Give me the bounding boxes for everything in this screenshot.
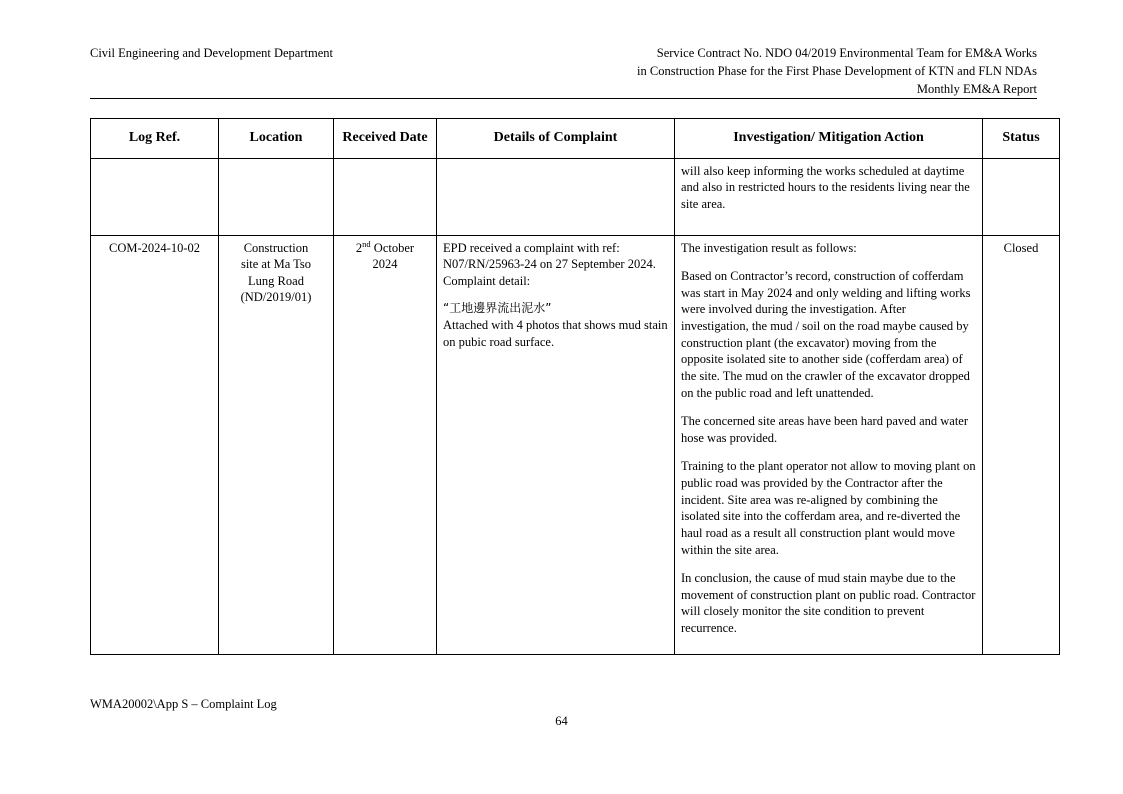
complaint-log-table-wrapper [90, 118, 1040, 655]
received-date-month: October [370, 240, 415, 255]
cell-status: Closed [983, 235, 1060, 654]
investigation-paragraph-3: The concerned site areas have been hard paved and water hose was provided. [681, 414, 968, 445]
column-header-location: Location [219, 119, 334, 159]
header-contract-info [637, 44, 1037, 98]
cell-received-date [334, 158, 437, 235]
location-line-2: site at Ma Tso [240, 257, 312, 272]
cell-log-ref [91, 158, 219, 235]
received-date-ordinal: nd [362, 238, 371, 249]
footer-page-number: 64 [555, 714, 568, 728]
header-divider [90, 98, 1037, 99]
footer-document-reference: WMA20002\App S – Complaint Log [90, 697, 277, 711]
table-header-row [91, 119, 1060, 159]
header-department: Civil Engineering and Development Department [90, 46, 333, 60]
header-contract-line-1: Service Contract No. NDO 04/2019 Environmental Team for EM&A Works [656, 46, 1037, 60]
investigation-paragraph-5: In conclusion, the cause of mud stain maybe due to the movement of construction plant on public road. Contractor will closely monitor the site condition to prevent recurrence. [681, 571, 976, 636]
investigation-paragraph-2: Based on Contractor’s record, construction of cofferdam was start in May 2024 and only welding and lifting works were involved during the investigation. After investigation, the mud / soil on the road maybe caused by construction plant (the excavator) moving from the opposite isolated site to another side (cofferdam area) of the site. The mud on the crawler of the excavator dropped on the public road and left unattended. [681, 269, 971, 400]
column-header-received-date: Received Date [334, 119, 437, 159]
cell-investigation [675, 235, 983, 654]
cell-details [437, 235, 675, 654]
details-paragraph-1: EPD received a complaint with ref: N07/RN/25963-24 on 27 September 2024. Complaint detail: [443, 240, 656, 288]
received-date-day: 2 [355, 240, 363, 255]
investigation-paragraph-1: The investigation result as follows: [681, 240, 857, 255]
cell-status [983, 158, 1060, 235]
cell-received-date [334, 235, 437, 654]
header-report-title: Monthly EM&A Report [916, 82, 1037, 97]
column-header-details: Details of Complaint [437, 119, 675, 159]
location-line-4: (ND/2019/01) [240, 290, 312, 305]
location-line-1: Construction [243, 240, 309, 255]
cell-location [219, 158, 334, 235]
investigation-continuation-text: will also keep informing the works scheduled at daytime and also in restricted hours to the residents living near the site area. [681, 163, 970, 211]
complaint-log-table [90, 118, 1060, 655]
table-row [91, 235, 1060, 654]
investigation-paragraph-4: Training to the plant operator not allow to moving plant on public road was provided by the Contractor after the incident. Site area was re-aligned by combining the isolated site into the cofferdam area, and re-diverted the haul road as a result all construction plant would move within the site area. [681, 459, 976, 557]
cell-location [219, 235, 334, 654]
received-date-year: 2024 [372, 257, 398, 272]
details-quote-chinese: “工地邊界流出泥水” [443, 301, 552, 316]
location-line-3: Lung Road [248, 273, 304, 288]
cell-investigation [675, 158, 983, 235]
page-header [90, 44, 1037, 98]
received-date-line [340, 240, 430, 257]
cell-log-ref: COM-2024-10-02 [91, 235, 219, 654]
column-header-investigation: Investigation/ Mitigation Action [675, 119, 983, 159]
table-row [91, 158, 1060, 235]
column-header-log-ref: Log Ref. [91, 119, 219, 159]
details-paragraph-3: Attached with 4 photos that shows mud stain on pubic road surface. [443, 318, 668, 350]
header-contract-line-2: in Construction Phase for the First Phase Development of KTN and FLN NDAs [637, 64, 1037, 79]
cell-details [437, 158, 675, 235]
column-header-status: Status [983, 119, 1060, 159]
